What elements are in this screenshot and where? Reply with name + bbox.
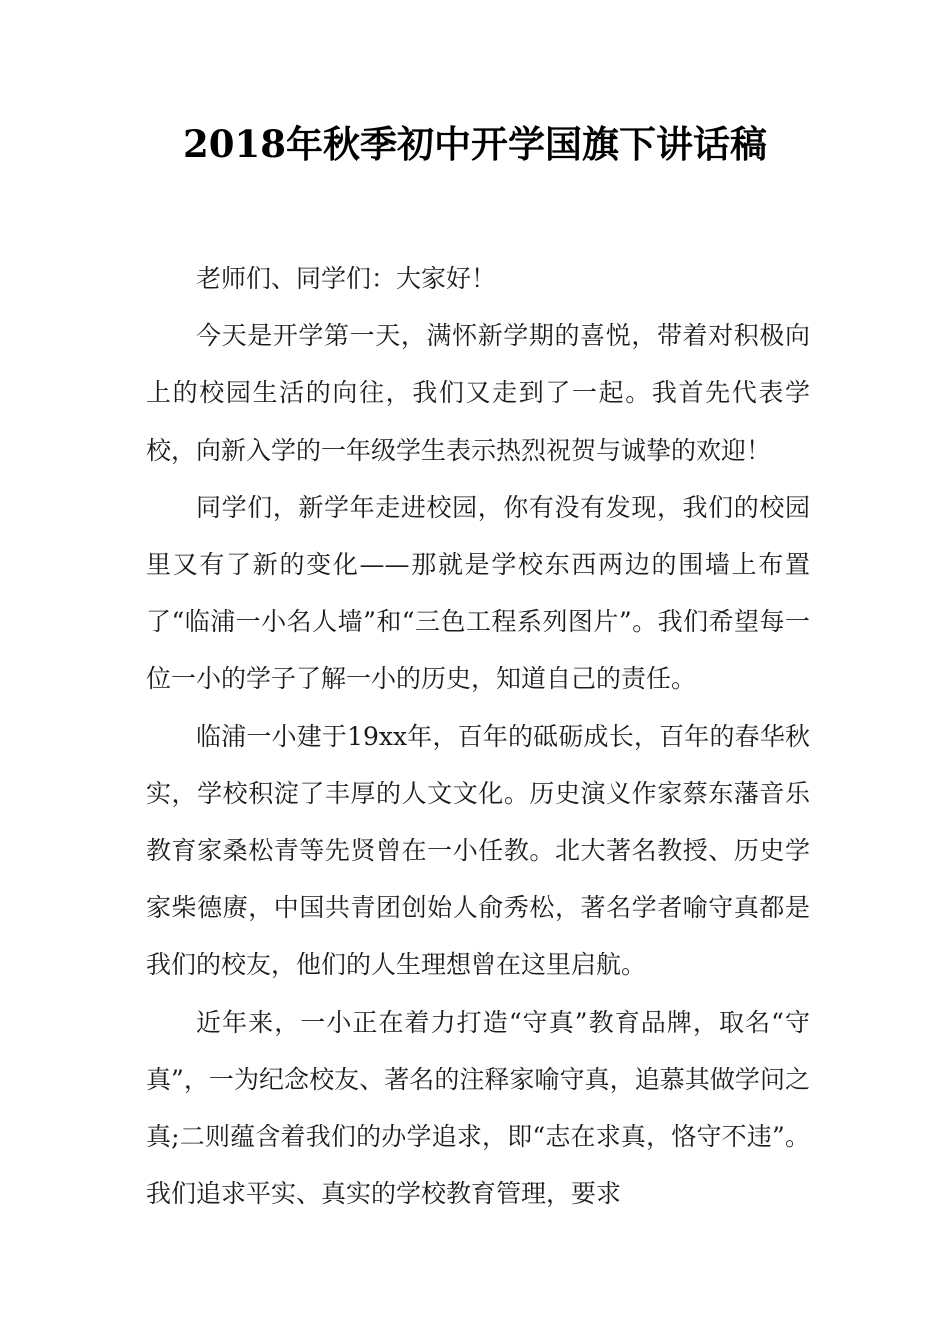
paragraph-campus-changes: 同学们，新学年走进校园，你有没有发现，我们的校园里又有了新的变化——那就是学校东西两边的围墙上布置了“临浦一小名人墙”和“三色工程系列图片”。我们希望每一位一小的学子了解一小的历史，知道自己的责任。	[146, 492, 810, 694]
document-body	[146, 250, 810, 1222]
paragraph-shouzhen-brand: 近年来，一小正在着力打造“守真”教育品牌，取名“守真”，一为纪念校友、著名的注释家喻守真，追慕其做学问之真;二则蕴含着我们的办学追求，即“志在求真，恪守不违”。我们追求平实、真实的学校教育管理，要求	[146, 1007, 810, 1209]
paragraph-opening: 今天是开学第一天，满怀新学期的喜悦，带着对积极向上的校园生活的向往，我们又走到了一起。我首先代表学校，向新入学的一年级学生表示热烈祝贺与诚挚的欢迎！	[146, 321, 810, 465]
paragraph-greeting: 老师们、同学们：大家好！	[196, 264, 497, 293]
paragraph-school-history: 临浦一小建于19xx年，百年的砥砺成长，百年的春华秋实，学校积淀了丰厚的人文文化。历史演义作家蔡东藩音乐教育家桑松青等先贤曾在一小任教。北大著名教授、历史学家柴德赓，中国共青团创始人俞秀松，著名学者喻守真都是我们的校友，他们的人生理想曾在这里启航。	[146, 721, 810, 980]
document-title: 2018年秋季初中开学国旗下讲话稿	[183, 122, 767, 166]
